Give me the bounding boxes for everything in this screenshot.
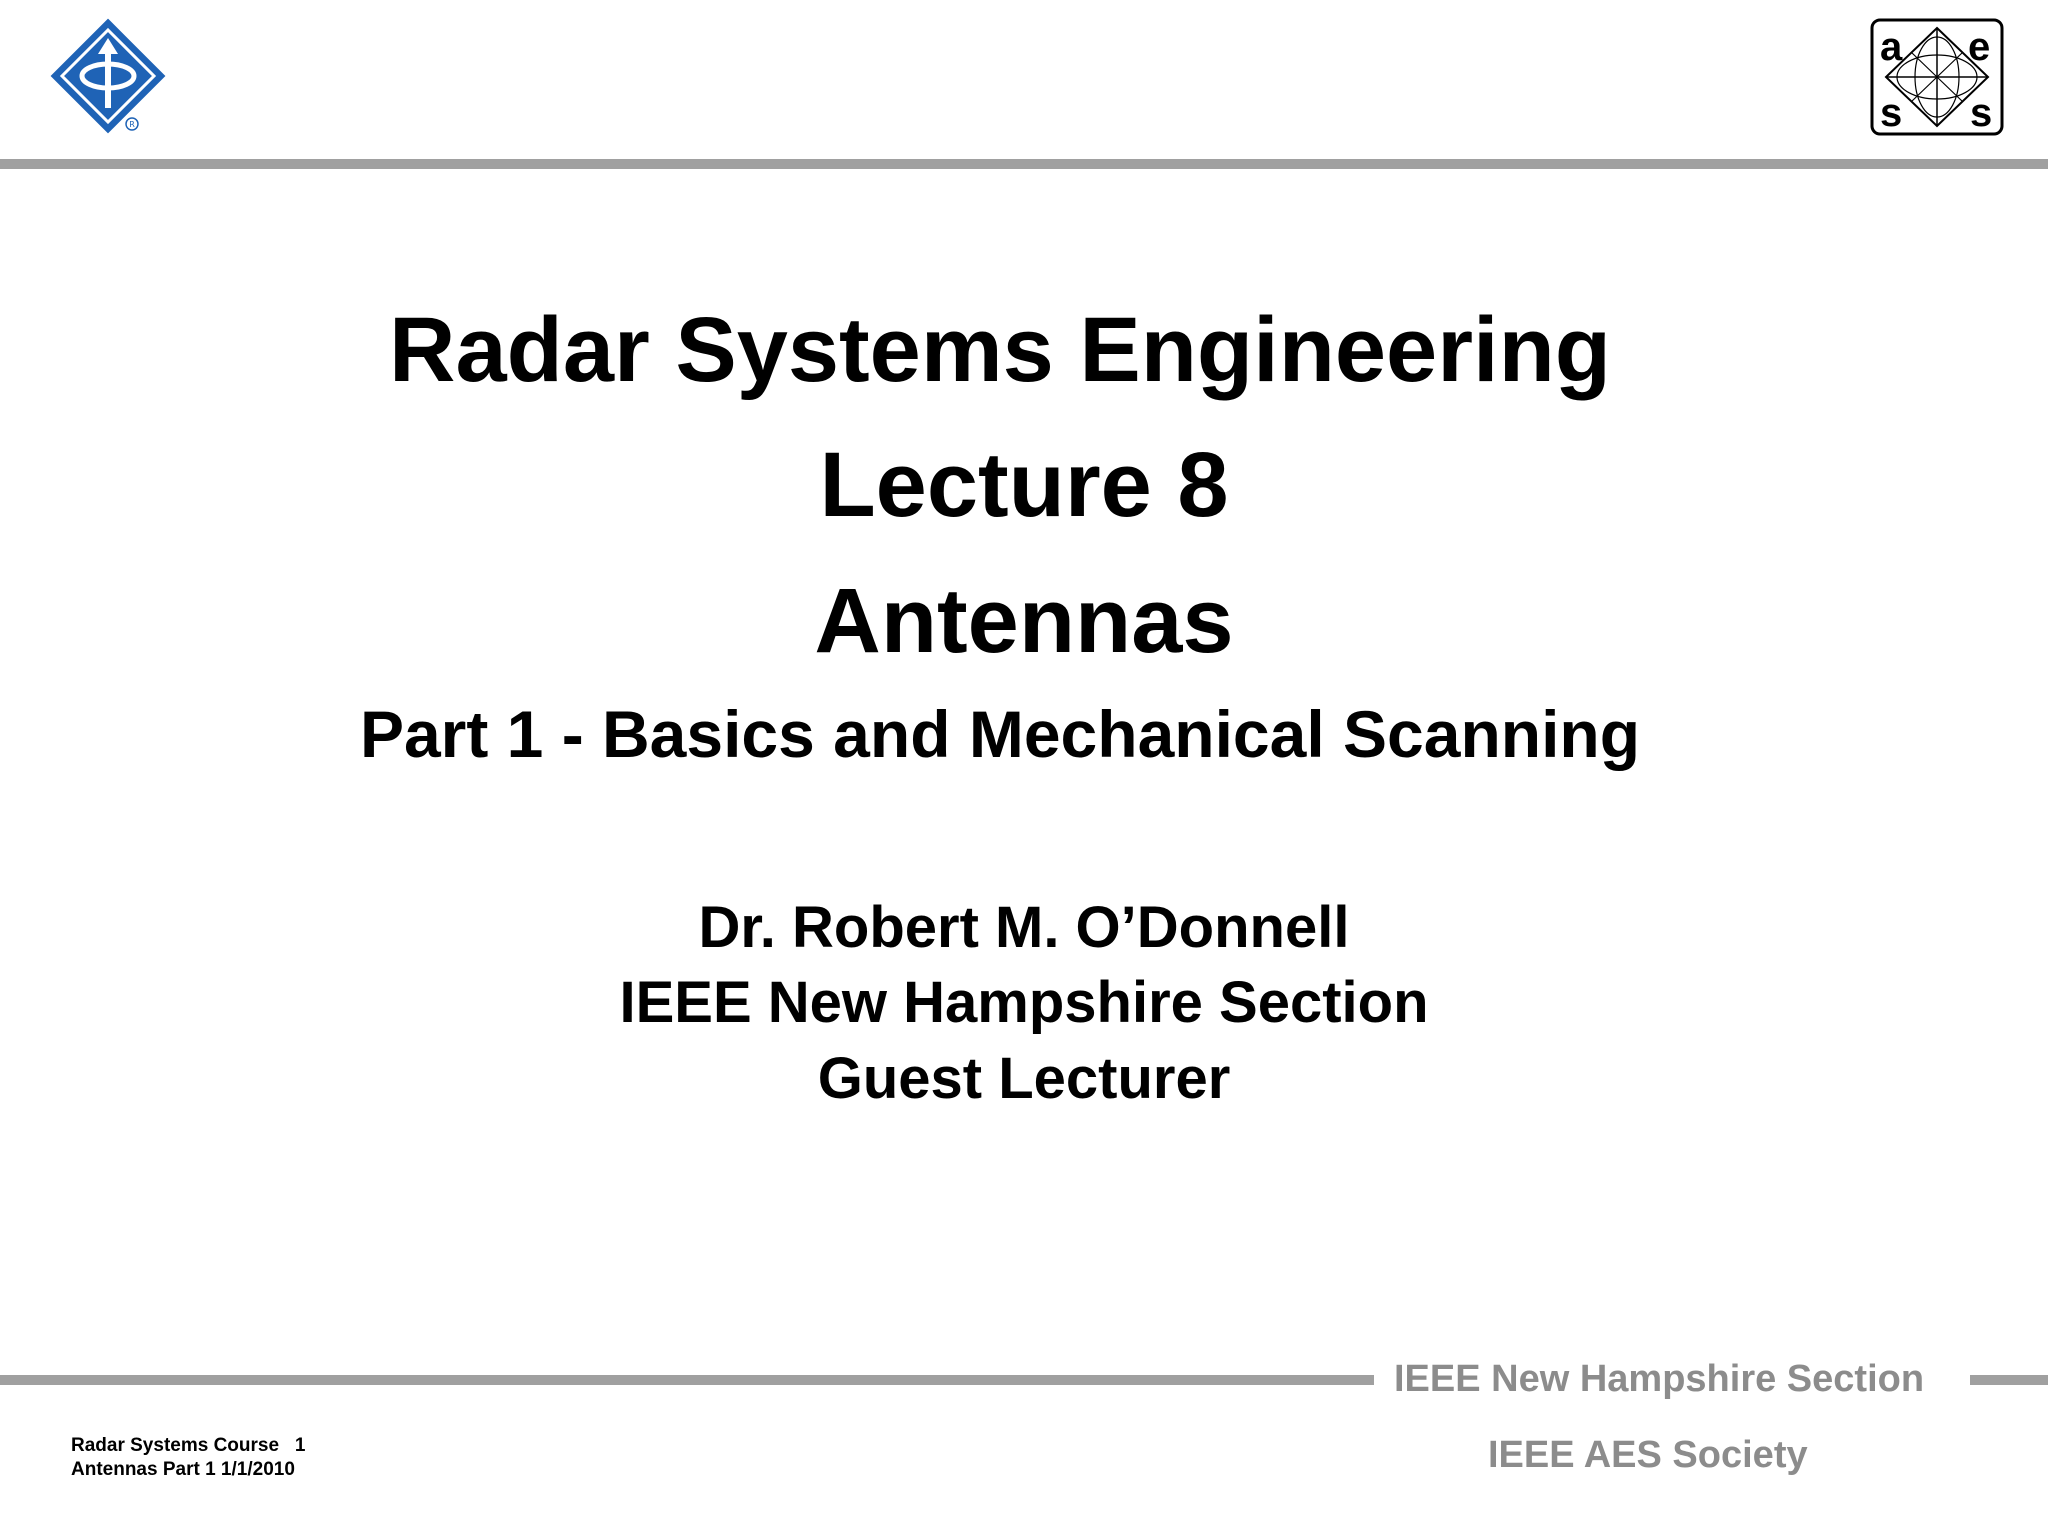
bottom-divider-right [1970,1375,2048,1385]
footer-society: IEEE AES Society [1488,1434,1808,1476]
aes-letter-e: e [1968,25,1991,69]
course-info [71,1434,305,1482]
lecture-subtitle: Part 1 - Basics and Mechanical Scanning [359,697,1641,771]
author-role: Guest Lecturer [817,1046,1231,1111]
course-info-line1: Radar Systems Course 1 [71,1435,306,1456]
aes-logo-icon [1870,18,2004,136]
author-name: Dr. Robert M. O’Donnell [698,895,1350,960]
author-affiliation: IEEE New Hampshire Section [619,970,1429,1035]
aes-letter-s-left: s [1880,91,1903,135]
svg-text:R: R [129,120,135,129]
slide-title: Radar Systems Engineering [389,299,1611,401]
lecture-number: Lecture 8 [819,434,1229,536]
aes-letter-s-right: s [1970,91,1993,135]
ieee-logo-icon [48,16,168,136]
aes-letter-a: a [1880,25,1903,69]
course-info-line2: Antennas Part 1 1/1/2010 [71,1459,295,1480]
bottom-divider-left [0,1375,1374,1385]
lecture-topic: Antennas [814,570,1234,672]
top-divider [0,159,2048,169]
footer-organization: IEEE New Hampshire Section [1394,1358,1925,1400]
